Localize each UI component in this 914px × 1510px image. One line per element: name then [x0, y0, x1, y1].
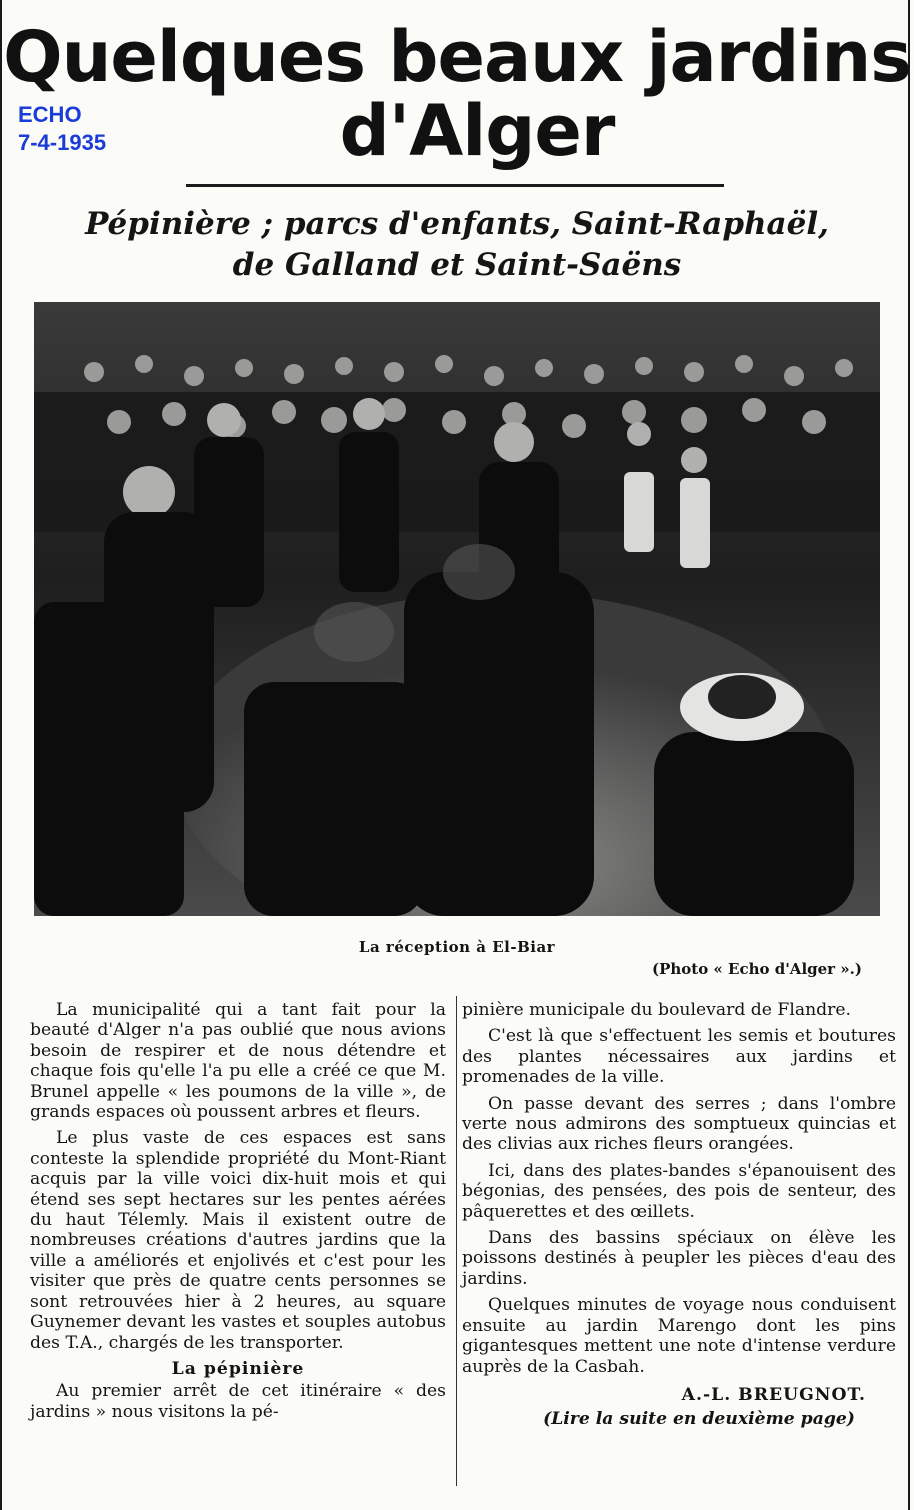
column-divider — [456, 996, 457, 1486]
article-column-right — [462, 1000, 896, 1430]
source-stamp-date: 7-4-1935 — [18, 130, 107, 155]
author-signature: A.-L. BREUGNOT. — [681, 1384, 866, 1405]
photo-credit: (Photo « Echo d'Alger ».) — [651, 960, 862, 978]
headline-line-1: Quelques beaux jardins — [3, 16, 911, 98]
continued-note: (Lire la suite en deuxième page) — [543, 1409, 855, 1430]
paragraph: Dans des bassins spéciaux on élève les poissons destinés à peupler les pièces d'eau des jardins. — [462, 1228, 896, 1289]
paragraph: C'est là que s'effectuent les semis et boutures des plantes nécessaires aux jardins et promenades de la ville. — [462, 1026, 896, 1088]
section-subhead: La pépinière — [171, 1358, 305, 1379]
crowd-photograph — [34, 302, 880, 916]
subheadline-line-1: Pépinière ; parcs d'enfants, Saint-Raphaël, — [85, 206, 829, 242]
paragraph: pinière municipale du boulevard de Flandre. — [462, 1000, 852, 1020]
subheadline-line-2: de Galland et Saint-Saëns — [232, 247, 682, 283]
paragraph: On passe devant des serres ; dans l'ombre verte nous admirons des somptueux quincias et des clivias aux riches fleurs orangées. — [462, 1093, 896, 1155]
photo-caption: La réception à El-Biar — [358, 938, 556, 956]
paragraph: La municipalité qui a tant fait pour la beauté d'Alger n'a pas oublié que nous avions besoin de respirer et de nous détendre et chaque fois qu'elle l'a pu elle a créé ce que M. Brunel appelle « les poumons de la ville », de grands espaces où poussent arbres et fleurs. — [30, 1000, 446, 1123]
article-column-left — [30, 1000, 446, 1428]
paragraph: Quelques minutes de voyage nous conduisent ensuite au jardin Marengo dont les pins gigantesques mettent une note d'intense verdure auprès de la Casbah. — [462, 1295, 896, 1377]
paragraph: Au premier arrêt de cet itinéraire « des jardins » nous visitons la pé- — [30, 1381, 446, 1422]
crowd-photo-illustration — [34, 302, 880, 916]
source-stamp-title: ECHO — [18, 102, 82, 127]
headline-divider — [186, 184, 724, 187]
paragraph: Ici, dans des plates-bandes s'épanouisent des bégonias, des pensées, des pois de senteur, des pâquerettes et des œillets. — [462, 1160, 896, 1222]
headline-line-2: d'Alger — [339, 90, 615, 172]
paragraph: Le plus vaste de ces espaces est sans conteste la splendide propriété du Mont-Riant acquis par la ville voici dix-huit mois et qui étend ses sept hectares sur les pentes aérées du haut Télemly. Mais il existent outre de nombreuses créations d'autres jardins que la ville a améliorés et enjolivés et c'est pour les visiter que près de quatre cents personnes se sont retrouvées hier à 2 heures, au square Guynemer devant les vastes et souples autobus des T.A., chargés de les transporter. — [30, 1128, 446, 1353]
